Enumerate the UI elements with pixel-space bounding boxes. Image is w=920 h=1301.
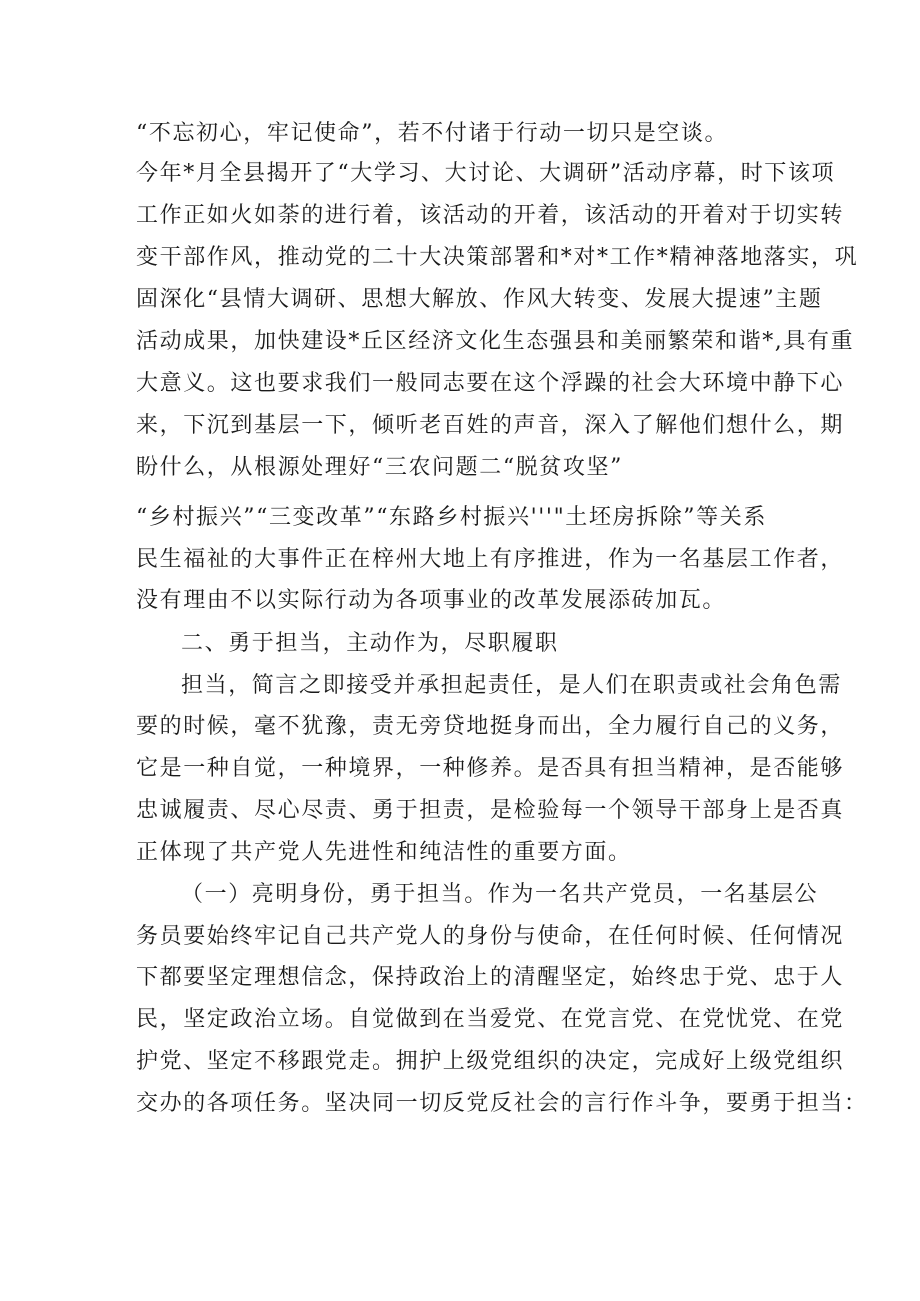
- text-line-3: 工作正如火如荼的进行着，该活动的开着，该活动的开着对于切实转: [136, 203, 845, 228]
- text-line-9: 盼什么，从根源处理好“三农问题二“脱贫攻坚”: [136, 455, 623, 480]
- text-line-23: 护党、坚定不移跟党走。拥护上级党组织的决定，完成好上级党组织: [136, 1049, 845, 1074]
- text-line-11: 民生福祉的大事件正在梓州大地上有序推进，作为一名基层工作者，: [136, 547, 845, 572]
- text-line-22: 民，坚定政治立场。自觉做到在当爱党、在党言党、在党忧党、在党: [136, 1007, 845, 1032]
- text-line-24: 交办的各项任务。坚决同一切反党反社会的言行作斗争，要勇于担当：: [136, 1091, 868, 1116]
- text-line-5: 固深化“县情大调研、思想大解放、作风大转变、发展大提速”主题: [136, 287, 823, 312]
- text-line-16: 它是一种自觉，一种境界，一种修养。是否具有担当精神，是否能够: [136, 756, 845, 781]
- text-line-21: 下都要坚定理想信念，保持政治上的清醒坚定，始终忠于党、忠于人: [136, 965, 845, 990]
- text-line-4: 变干部作风，推动党的二十大决策部署和*对*工作*精神落地落实，巩: [136, 245, 859, 270]
- subsection-line-1: （一）亮明身份，勇于担当。作为一名共产党员，一名基层公: [181, 882, 819, 907]
- text-line-1: “不忘初心，牢记使命”，若不付诸于行动一切只是空谈。: [136, 121, 729, 146]
- text-line-18: 正体现了共产党人先进性和纯洁性的重要方面。: [136, 840, 632, 865]
- text-line-6: 活动成果，加快建设*丘区经济文化生态强县和美丽繁荣和谐*,具有重: [136, 329, 855, 354]
- text-line-20: 务员要始终牢记自己共产党人的身份与使命，在任何时候、任何情况: [136, 924, 845, 949]
- text-line-8: 来，下沉到基层一下，倾听老百姓的声音，深入了解他们想什么，期: [136, 413, 845, 438]
- text-line-14: 担当，简言之即接受并承担起责任，是人们在职责或社会角色需: [181, 673, 842, 698]
- text-line-7: 大意义。这也要求我们一般同志要在这个浮躁的社会大环境中静下心: [136, 371, 845, 396]
- section-heading: 二、勇于担当，主动作为，尽职履职: [181, 631, 559, 656]
- text-line-2: 今年*月全县揭开了“大学习、大讨论、大调研”活动序幕，时下该项: [136, 161, 836, 186]
- text-line-12: 没有理由不以实际行动为各项事业的改革发展添砖加瓦。: [136, 588, 727, 613]
- text-line-15: 要的时候，毫不犹豫，责无旁贷地挺身而出，全力履行自己的义务，: [136, 714, 845, 739]
- text-line-10: “乡村振兴”“三变改革”“东路乡村振兴'''"土坯房拆除”等关系: [136, 505, 767, 530]
- text-line-17: 忠诚履责、尽心尽责、勇于担责，是检验每一个领导干部身上是否真: [136, 798, 845, 823]
